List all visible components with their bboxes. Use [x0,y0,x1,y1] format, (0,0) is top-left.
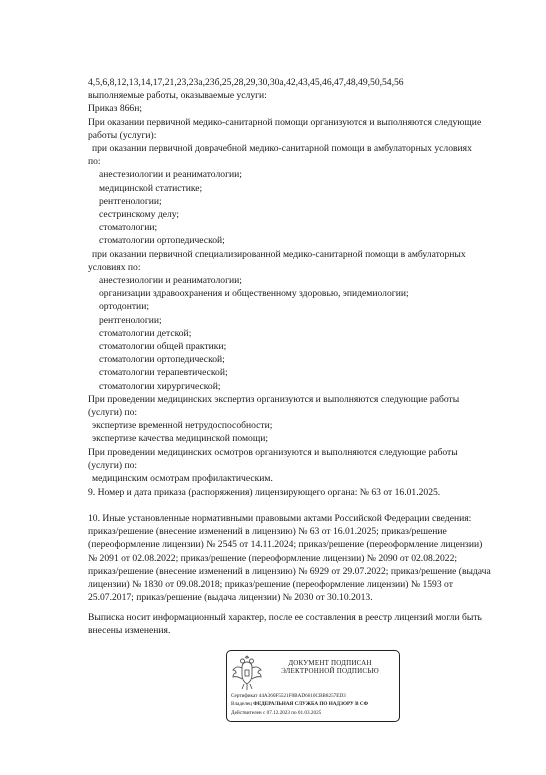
list-item: стоматологии терапевтической; [99,367,228,379]
expertise-heading: При проведении медицинских экспертиз организуются и выполняются следующие работы [88,393,460,405]
list-item: стоматологии хирургической; [99,380,221,392]
section-10-line: приказ/решение (внесение изменений в лицензию) № 63 от 16.01.2025; приказ/решение [88,526,447,538]
work-codes-line: 4,5,6,8,12,13,14,17,21,23,23а,23б,25,28,29,30,30а,42,43,45,46,47,48,49,50,54,56 [88,77,404,88]
list-item: анестезиологии и реаниматологии; [99,275,242,287]
owner-row [231,701,397,707]
signature-title: ДОКУМЕНТ ПОДПИСАН [288,659,372,667]
certificate-label: Сертификат [231,693,258,699]
list-item: организации здравоохранения и общественному здоровью, эпидемиологии; [99,288,409,300]
list-item: стоматологии ортопедической; [99,354,225,366]
section-10-line: 10. Иные установленные нормативными правовыми актами Российской Федерации сведения: [88,513,472,524]
validity-row [231,710,397,716]
list-item: медицинским осмотрам профилактическим. [92,473,273,485]
order-reference: Приказ 866н; [88,103,143,115]
exams-heading-cont: (услуги) по: [88,459,138,471]
section-10-line: лицензии) № 1830 от 09.08.2018; приказ/решение (переоформление лицензии) № 1593 от [88,579,453,591]
owner-value: ФЕДЕРАЛЬНАЯ СЛУЖБА ПО НАДЗОРУ В СФ [253,701,369,707]
signature-subtitle: ЭЛЕКТРОННОЙ ПОДПИСЬЮ [281,667,379,675]
primary-care-intro-cont: работы (услуги): [88,129,157,141]
validity-label: Действителен [231,710,262,716]
list-item: ортодонтии; [99,301,149,313]
list-item: стоматологии детской; [99,327,192,339]
list-item: стоматологии ортопедической; [99,235,225,247]
section-9 [88,486,524,499]
specialized-heading: при оказании первичной специализированной медико-санитарной помощи в амбулаторных [92,248,466,260]
pre-physician-heading: при оказании первичной доврачебной медико-санитарной помощи в амбулаторных условиях [92,143,472,155]
owner-label: Владелец [231,701,252,707]
primary-care-intro: При оказании первичной медико-санитарной помощи организуются и выполняются следующие [88,116,482,128]
section-10-line: № 2091 от 02.08.2022; приказ/решение (переоформление лицензии) № 2090 от 02.08.2022; [88,552,458,564]
order-number-line: 9. Номер и дата приказа (распоряжения) лицензирующего органа: № 63 от 16.01.2025. [88,487,441,498]
list-item: сестринскому делу; [99,209,180,221]
footer-note-line: Выписка носит информационный характер, после ее составления в реестр лицензий могли быть [88,612,482,623]
expertise-heading-cont: (услуги) по: [88,407,138,419]
list-item: экспертизе временной нетрудоспособности; [92,420,273,432]
validity-value: с 07.12.2023 по 01.03.2025 [263,710,322,716]
double-headed-eagle-emblem-icon [230,655,264,693]
list-item: стоматологии общей практики; [99,341,227,353]
section-10 [88,512,524,604]
exams-heading: При проведении медицинских осмотров организуются и выполняются следующие работы [88,446,458,458]
certificate-value: 44A360F5521F0BAD6610CBB8257ED3 [258,693,346,699]
list-item: экспертизе качества медицинской помощи; [92,433,269,445]
section-10-line: приказ/решение (внесение изменений в лицензию) № 6929 от 29.07.2022; приказ/решение (выдача [88,565,491,577]
footer-note [88,611,524,637]
specialized-heading-cont: условиях по: [88,261,141,273]
activities-section [88,76,524,485]
list-item: стоматологии; [99,222,158,234]
footer-note-line: внесены изменения. [88,625,171,637]
electronic-signature-stamp [226,650,400,722]
pre-physician-heading-cont: по: [88,156,101,168]
section-10-line: 25.07.2017; приказ/решение (выдача лицензии) № 2030 от 30.10.2013. [88,592,373,604]
list-item: анестезиологии и реаниматологии; [99,169,242,181]
certificate-row [231,693,397,699]
list-item: медицинской статистике; [99,182,203,194]
list-item: рентгенологии; [99,195,162,207]
works-services-line: выполняемые работы, оказываемые услуги: [88,90,267,102]
section-10-line: (переоформление лицензии) № 2545 от 14.11.2024; приказ/решение (переоформление лицензии) [88,539,483,551]
list-item: рентгенологии; [99,314,162,326]
